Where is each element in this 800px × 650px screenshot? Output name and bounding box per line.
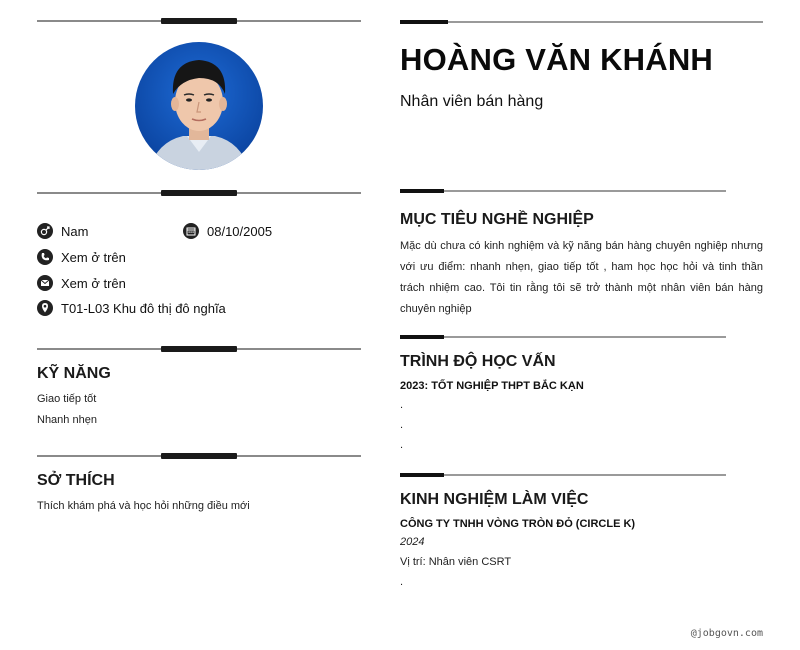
- full-name: HOÀNG VĂN KHÁNH: [400, 42, 713, 77]
- divider-education: [400, 336, 726, 338]
- phone-icon: [37, 249, 53, 265]
- email-icon: [37, 275, 53, 291]
- location-icon: [37, 300, 53, 316]
- calendar-icon: [183, 223, 199, 239]
- email-row: [37, 275, 126, 291]
- divider-top-left: [37, 20, 361, 22]
- divider-objective: [400, 190, 726, 192]
- hobbies-title: SỞ THÍCH: [37, 472, 115, 489]
- phone-row: [37, 249, 126, 265]
- experience-company: CÔNG TY TNHH VÒNG TRÒN ĐỎ (CIRCLE K): [400, 518, 636, 530]
- experience-dot: .: [400, 576, 404, 588]
- hobbies-text: Thích khám phá và học hỏi những điều mới: [37, 500, 250, 512]
- divider-skills: [37, 348, 361, 350]
- gender-icon: [37, 223, 53, 239]
- skill-item: Nhanh nhẹn: [37, 414, 97, 426]
- divider-mid-left: [37, 192, 361, 194]
- education-dot: .: [400, 419, 404, 431]
- skills-title: KỸ NĂNG: [37, 365, 111, 382]
- objective-text: Mặc dù chưa có kinh nghiệm và kỹ năng bán hàng chuyên nghiệp nhưng với ưu điểm: nhanh nhẹn, giao tiếp tốt , ham học học hỏi và tinh thần trách nhiệm cao. Tôi tin rằng tôi sẽ trở thành một nhân viên bán hàng chuyên nghiệp: [400, 240, 763, 315]
- gender-value: Nam: [61, 223, 89, 239]
- gender-row: [37, 223, 88, 239]
- experience-year: 2024: [400, 536, 425, 548]
- experience-title: KINH NGHIỆM LÀM VIỆC: [400, 491, 589, 508]
- divider-experience: [400, 474, 726, 476]
- profile-photo: [135, 42, 263, 170]
- phone-value: Xem ở trên: [61, 249, 126, 265]
- job-title: Nhân viên bán hàng: [400, 93, 544, 110]
- education-dot: .: [400, 399, 404, 411]
- divider-top-right: [400, 21, 763, 23]
- skill-item: Giao tiếp tốt: [37, 393, 97, 405]
- birthdate-value: 08/10/2005: [207, 223, 273, 239]
- avatar: [135, 42, 263, 170]
- address-row: [37, 300, 226, 316]
- education-title: TRÌNH ĐỘ HỌC VẤN: [400, 353, 556, 370]
- divider-hobbies: [37, 455, 361, 457]
- email-value: Xem ở trên: [61, 275, 126, 291]
- education-dot: .: [400, 439, 404, 451]
- birthdate-row: [183, 223, 272, 239]
- watermark: @jobgovn.com: [690, 628, 763, 639]
- objective-title: MỤC TIÊU NGHỀ NGHIỆP: [400, 211, 594, 228]
- address-value: T01-L03 Khu đô thị đô nghĩa: [61, 300, 226, 316]
- experience-position: Vị trí: Nhân viên CSRT: [400, 556, 512, 568]
- education-entry: 2023: TỐT NGHIỆP THPT BẮC KẠN: [400, 380, 584, 392]
